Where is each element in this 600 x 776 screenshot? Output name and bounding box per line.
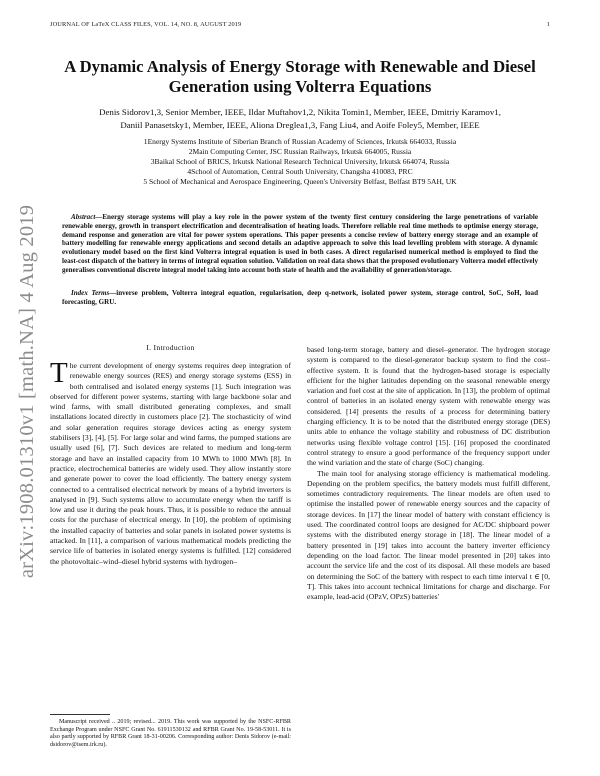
body-paragraph: based long-term storage, battery and diesel–generator. The hydrogen storage system is compared to the diesel-generator backup system to find the cost–effective system. It is found that the hydrogen-based storage is especially efficient for the higher latitudes depending on the seasonal renewable energy variation and fuel cost at the site of application. In [13], the problem of optimal control of batteries in an isolated energy system with renewable energy was considered. [14] presents the results of a process for determining battery charging efficiency. It is to be noted that the distributed energy storage (DES) units able to enhance the voltage stability and robustness of DC distribution networks using flexible voltage control [15]. [16] proposed the coordinated control strategy to ensure a good performance of the frequency support under the wind variation and the state of charge (SoC) changing.	[307, 345, 550, 468]
drop-cap: T	[50, 357, 68, 389]
page-number: 1	[546, 21, 550, 28]
footnote: Manuscript received .. 2019; revised... 2019. This work was supported by the NSFC-RFBR Exchange Program under NSFC Grant No. 61911530132 and RFBR Grant No. 19-58-53011. It is also partly supported by RFBR Grant 18-31-00206. Corresponding author: Denis Sidorov (e-mail: dsidorov@isem.irk.ru).	[50, 719, 291, 748]
author-line: Daniil Panasetsky1, Member, IEEE, Aliona Dreglea1,3, Fang Liu4, and Aoife Foley5, Member, IEEE	[120, 120, 480, 130]
journal-header: JOURNAL OF LaTeX CLASS FILES, VOL. 14, NO. 8, AUGUST 2019	[50, 21, 242, 28]
abstract-text: Energy storage systems will play a key role in the power system of the twenty first century considering the large penetrations of variable renewable energy, growth in transport electrification and decentralisation of heating loads. Therefore reliable real time methods to optimise energy storage, demand response and generation are vital for power system operations. This paper presents a concise review of battery energy storage and an example of battery modelling for renewable energy applications and second details an adaptive approach to solve this load levelling problem with storage. A dynamic evolutionary model based on the first kind Volterra integral equation is used in both cases. A direct regularised numerical method is employed to find the least-cost dispatch of the battery in terms of integral equation solution. Validation on real data shows that the proposed evolutionary Volterra model effectively generalises conventional discrete integral model taking into account both state of health and the availability of generation/storage.	[62, 213, 538, 274]
affiliation: 4School of Automation, Central South University, Changsha 410083, PRC	[187, 167, 413, 177]
left-column	[50, 357, 291, 567]
arxiv-identifier: arXiv:1908.01310v1 [math.NA] 4 Aug 2019	[16, 204, 39, 578]
arxiv-stamp	[12, 195, 44, 587]
affiliation: 5 School of Mechanical and Aerospace Engineering, Queen's University Belfast, Belfast BT9 5AH, UK	[143, 177, 457, 187]
abstract-dash: —	[95, 213, 103, 221]
paper-title: A Dynamic Analysis of Energy Storage with Renewable and Diesel Generation using Volterra Equations	[64, 57, 536, 96]
affiliation: 1Energy Systems Institute of Siberian Branch of Russian Academy of Sciences, Irkutsk 664033, Russia	[143, 137, 457, 146]
abstract	[62, 213, 538, 274]
author-line: Denis Sidorov1,3, Senior Member, IEEE, Ildar Muftahov1,2, Nikita Tomin1, Member, IEEE, Dmitriy Karamov1,	[99, 107, 501, 117]
right-column	[307, 345, 550, 602]
abstract-label: Abstract	[71, 213, 96, 221]
affiliation: 3Baikal School of BRICS, Irkutsk National Research Technical University, Irkutsk 664074, Russia	[150, 157, 450, 167]
footnote-rule	[50, 714, 110, 715]
running-head	[50, 21, 550, 28]
author-list	[55, 106, 545, 132]
body-paragraph: The main tool for analysing storage efficiency is mathematical modeling. Depending on the problem specifics, the battery models must fulfill different, sometimes contradictory requirements. The linear models are often used to optimise the installed power of renewable energy sources and the capacity of storage devices. In [17] the linear model of battery with constant efficiency is used. The coordinated control loops are designed for AC/DC shipboard power systems with the distributed energy storage in [18]. The linear model of a battery presented in [19] takes into account the battery inverter efficiency depending on the load factor. The linear model presented in [20] takes into account the service life and the cost of its disposal. All these models are based on determining the SoC of the battery with respect to each time interval t ∈ [0, T]. This takes into account technical limitations for charge and discharge. For example, lead-acid (OPzV, OPzS) batteries'	[307, 468, 550, 602]
index-terms-text: inverse problem, Volterra integral equation, regularisation, deep q-network, isolated power system, storage control, SoC, SoH, load forecasting, GRU.	[62, 289, 538, 306]
affiliation-list	[55, 137, 545, 187]
section-heading: I. Introduction	[146, 343, 195, 352]
affiliation: 2Main Computing Center, JSC Russian Railways, Irkutsk 664005, Russia	[188, 147, 412, 157]
intro-paragraph	[50, 357, 291, 567]
index-terms	[62, 289, 538, 307]
index-terms-label: Index Terms	[71, 289, 110, 297]
index-terms-dash: —	[109, 289, 117, 297]
intro-text: he current development of energy systems requires deep integration of renewable energy sources (RES) and energy storage systems (ESS) in both centralised and isolated energy systems [1]. Such integration was observed for different power systems, starting with large backbone solar and wind farms, with small distributed generating complexes, and small installations located directly in customers place [2]. The stochasticity of wind and solar generation requires storage devices acting as energy system stabilisers [3], [4], [5]. For large solar and wind farms, the pumped stations are usually used [6], [7]. Such devices are related to medium and long-term storage and have an installed capacity from 10 MWh to 1000 MWh [8]. In practice, electrochemical batteries are widely used. They allow instantly store and generate power to cover the load efficiently. The battery energy system connected to a centralised electrical network by means of a hybrid inverters is analysed in [9]. Such systems allow to accumulate energy when the tariff is low and use it during the peak hours. Thus, it is possible to reduce the annual costs for the purchase of electrical energy. In [10], the problem of optimising the installed capacity of batteries and solar panels in isolated power systems is attacked. In [11], a comparison of various mathematical models predicting the service life of batteries in isolated energy systems is fulfilled. [12] considered the photovoltaic–wind–diesel hybrid systems with hydrogen–	[50, 361, 291, 566]
